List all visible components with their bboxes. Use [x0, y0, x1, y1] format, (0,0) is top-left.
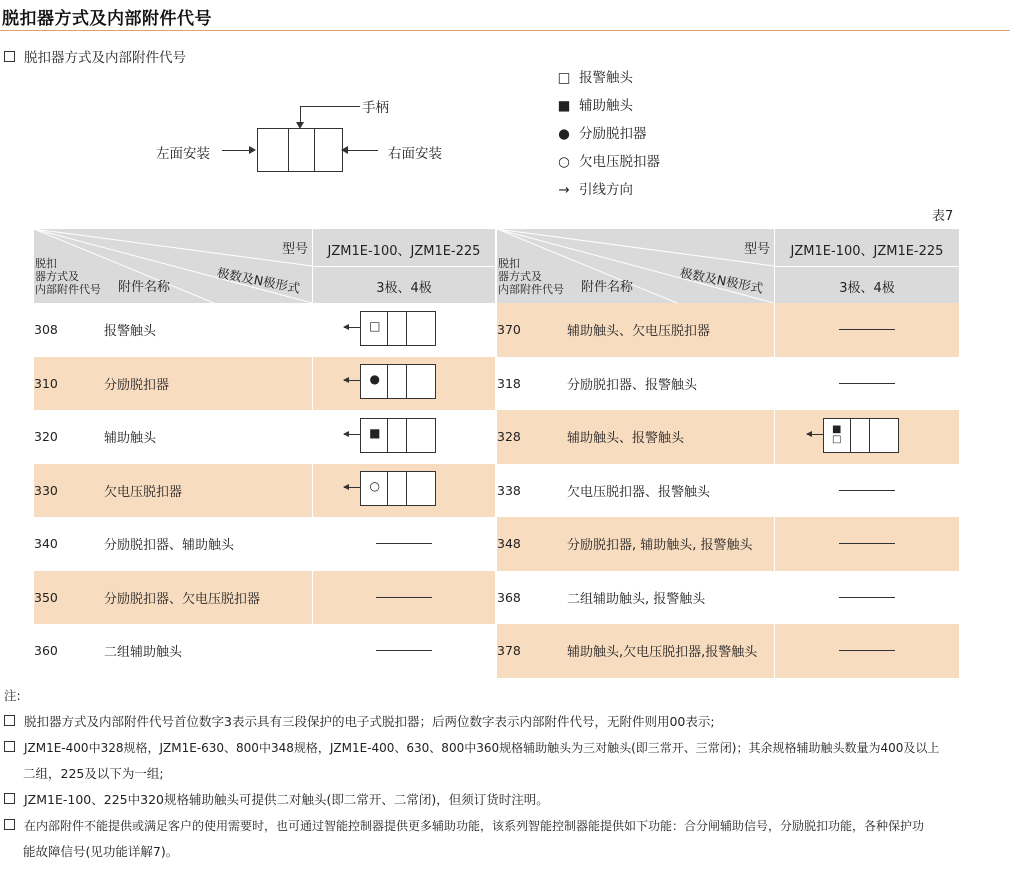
code-label-line: 脱扣: [498, 257, 520, 270]
mounting-diagram: [150, 92, 470, 182]
hollow-circle-icon: ○: [369, 479, 380, 494]
legend-label: 辅助触头: [579, 98, 633, 114]
dash-line: [376, 650, 432, 651]
notes-label: 注:: [4, 688, 21, 703]
table-row: [497, 303, 959, 357]
name-cell: 二组辅助触头, 报警触头: [567, 571, 774, 625]
note-text: 能故障信号(见功能详解7)。: [23, 844, 179, 859]
name-cell: 分励脱扣器: [104, 357, 312, 411]
code-cell: 310: [34, 357, 104, 411]
legend: [555, 66, 735, 206]
note-text: JZM1E-100、225中320规格辅助触头可提供二对触头(即二常开、二常闭)，但须订货时注明。: [24, 792, 549, 807]
accessory-label: 附件名称: [118, 280, 171, 295]
name-cell: 欠电压脱扣器、报警触头: [567, 464, 774, 518]
diagonal-header-cell: [34, 229, 312, 303]
legend-label: 报警触头: [579, 70, 633, 86]
code-cell: 368: [497, 589, 521, 605]
code-label-line: 脱扣: [35, 257, 57, 270]
symbol-cell: [312, 357, 495, 411]
table-row: [497, 464, 959, 518]
subheading-text: 脱扣器方式及内部附件代号: [24, 50, 186, 66]
note-text: 在内部附件不能提供或满足客户的使用需要时，也可通过智能控制器提供更多辅助功能，该系列智能控制器能提供如下功能：合分闸辅助信号，分励脱扣功能，各种保护功: [24, 819, 925, 833]
divider: [406, 364, 407, 399]
breaker-symbol: [344, 471, 464, 505]
code-cell: 360: [34, 643, 58, 659]
symbol-cell: [774, 517, 959, 571]
checkbox-square-icon: [4, 819, 15, 830]
table-caption: 表7: [932, 209, 954, 224]
note-item: [4, 735, 1012, 761]
right-table-body: [497, 303, 959, 678]
checkbox-square-icon: [4, 51, 15, 62]
poles-label: 极数及N极形式: [678, 264, 765, 296]
legend-label: 欠电压脱扣器: [579, 154, 660, 170]
dash-line: [839, 650, 895, 651]
poles-label: 极数及N极形式: [215, 264, 302, 296]
dash-line: [839, 329, 895, 330]
left-mount-label: 左面安装: [156, 146, 210, 162]
model-label: 型号: [743, 242, 770, 257]
legend-item: [555, 66, 735, 94]
code-cell: 338: [497, 482, 521, 498]
code-label: [35, 257, 101, 296]
code-cell: 330: [34, 464, 104, 518]
hollow-circle-icon: ○: [558, 154, 570, 170]
notes-list: [4, 709, 1012, 865]
divider: [406, 418, 407, 453]
divider: [406, 471, 407, 506]
diagonal-header-cell: [497, 229, 774, 303]
filled-circle-icon: ●: [369, 372, 380, 387]
table-row: [34, 410, 495, 464]
divider: [869, 418, 870, 453]
filled-square-icon: ■: [557, 98, 571, 114]
dash-line: [376, 597, 432, 598]
name-cell: 分励脱扣器、辅助触头: [104, 517, 312, 571]
table-row: [34, 571, 495, 625]
accessory-label: 附件名称: [581, 280, 634, 295]
divider: [387, 418, 388, 453]
symbol-cell: [774, 624, 959, 678]
handle-leader: [300, 106, 360, 107]
breaker-divider: [314, 128, 315, 171]
name-cell: 辅助触头、报警触头: [567, 410, 774, 464]
filled-square-and-hollow-square-icon: ■□: [832, 423, 842, 445]
table-row: [497, 624, 959, 678]
code-label-line: 内部附件代号: [498, 283, 564, 296]
note-text: 脱扣器方式及内部附件代号首位数字3表示具有三段保护的电子式脱扣器；后两位数字表示内部附件代号，无附件则用00表示;: [24, 714, 715, 729]
divider: [387, 471, 388, 506]
name-cell: 分励脱扣器, 辅助触头, 报警触头: [567, 517, 774, 571]
symbol-cell: [312, 624, 495, 678]
legend-item: [555, 150, 735, 178]
code-cell: 328: [497, 410, 567, 464]
right-mount-arrow: [347, 150, 378, 151]
symbol-cell: [774, 357, 959, 411]
title-divider: [0, 30, 1010, 31]
breaker-divider: [288, 128, 289, 171]
legend-label: 分励脱扣器: [579, 126, 647, 142]
name-cell: 二组辅助触头: [104, 624, 312, 678]
code-label-line: 器方式及: [498, 270, 542, 283]
page-title: 脱扣器方式及内部附件代号: [2, 9, 212, 29]
name-cell: 分励脱扣器、欠电压脱扣器: [104, 571, 312, 625]
symbol-cell: [774, 464, 959, 518]
symbol-cell: [774, 303, 959, 357]
arrow-down-icon: [296, 122, 304, 129]
table-row: [34, 303, 495, 357]
name-cell: 欠电压脱扣器: [104, 464, 312, 518]
code-cell: 308: [34, 322, 58, 338]
left-table: [34, 229, 495, 678]
note-item-continued: [4, 761, 1012, 787]
code-cell: 370: [497, 303, 567, 357]
divider: [387, 364, 388, 399]
code-label: [498, 257, 564, 296]
code-label-line: 器方式及: [35, 270, 79, 283]
name-cell: 辅助触头、欠电压脱扣器: [567, 303, 774, 357]
note-item: [4, 813, 1012, 839]
filled-circle-icon: ●: [558, 126, 570, 142]
code-cell: 348: [497, 517, 567, 571]
divider: [850, 418, 851, 453]
filled-square-icon: ■: [369, 425, 381, 440]
right-mount-label: 右面安装: [388, 146, 442, 162]
symbol-cell: [312, 571, 495, 625]
note-text: JZM1E-400中328规格，JZM1E-630、800中348规格，JZM1E-400、630、800中360规格辅助触头为三对触头(即三常开、三常闭)；其余规格辅助触头数量为400及以上: [24, 741, 940, 755]
arrow-right-icon: [249, 146, 256, 154]
breaker-symbol: [344, 311, 464, 345]
legend-item: [555, 178, 735, 206]
right-table: [497, 229, 959, 678]
table-row: [497, 571, 959, 625]
checkbox-square-icon: [4, 741, 15, 752]
hollow-square-icon: □: [557, 70, 571, 86]
lead-arrow-icon: [344, 327, 360, 328]
table-row: [34, 464, 495, 518]
table-header: [34, 229, 495, 303]
models-header: JZM1E-100、JZM1E-225: [790, 244, 944, 259]
table-row: [34, 624, 495, 678]
dash-line: [839, 597, 895, 598]
note-item-continued: [4, 839, 1012, 865]
note-text: 二组，225及以下为一组;: [23, 766, 164, 781]
left-table-body: [34, 303, 495, 678]
symbol-cell: [774, 410, 959, 464]
name-cell: 报警触头: [104, 303, 312, 357]
dash-line: [376, 543, 432, 544]
legend-label: 引线方向: [579, 182, 633, 198]
lead-arrow-icon: [344, 487, 360, 488]
divider: [406, 311, 407, 346]
header-hsep: [312, 266, 495, 267]
checkbox-square-icon: [4, 793, 15, 804]
code-cell: 350: [34, 571, 104, 625]
legend-item: [555, 122, 735, 150]
legend-item: [555, 94, 735, 122]
code-cell: 320: [34, 429, 58, 445]
name-cell: 辅助触头,欠电压脱扣器,报警触头: [567, 624, 774, 678]
table-row: [34, 357, 495, 411]
code-cell: 378: [497, 624, 567, 678]
models-header: JZM1E-100、JZM1E-225: [327, 244, 481, 259]
code-cell: 340: [34, 536, 58, 552]
symbol-cell: [312, 410, 495, 464]
hollow-square-icon: □: [369, 318, 381, 333]
breaker-outline: [257, 128, 343, 172]
symbol-cell: [312, 517, 495, 571]
lead-arrow-icon: [344, 380, 360, 381]
table-row: [497, 410, 959, 464]
table-row: [34, 517, 495, 571]
name-cell: 分励脱扣器、报警触头: [567, 357, 774, 411]
note-item: [4, 709, 1012, 735]
arrow-icon: →: [558, 182, 570, 198]
symbol-cell: [312, 303, 495, 357]
breaker-symbol: [344, 364, 464, 398]
model-label: 型号: [281, 242, 308, 257]
divider: [387, 311, 388, 346]
checkbox-square-icon: [4, 715, 15, 726]
section-subheading: [4, 46, 186, 66]
header-hsep: [774, 266, 959, 267]
symbol-cell: [774, 571, 959, 625]
table-row: [497, 517, 959, 571]
note-item: [4, 787, 1012, 813]
poles-header: 3极、4极: [839, 281, 895, 296]
left-mount-arrow: [222, 150, 250, 151]
lead-arrow-icon: [344, 434, 360, 435]
dash-line: [839, 383, 895, 384]
code-cell: 318: [497, 375, 521, 391]
table-row: [497, 357, 959, 411]
breaker-symbol: [344, 418, 464, 452]
dash-line: [839, 490, 895, 491]
table-header: [497, 229, 959, 303]
poles-header: 3极、4极: [376, 281, 432, 296]
dash-line: [839, 543, 895, 544]
code-label-line: 内部附件代号: [35, 283, 101, 296]
name-cell: 辅助触头: [104, 410, 312, 464]
lead-arrow-icon: [807, 434, 823, 435]
handle-label: 手柄: [362, 100, 389, 116]
symbol-cell: [312, 464, 495, 518]
breaker-symbol: [807, 418, 927, 452]
